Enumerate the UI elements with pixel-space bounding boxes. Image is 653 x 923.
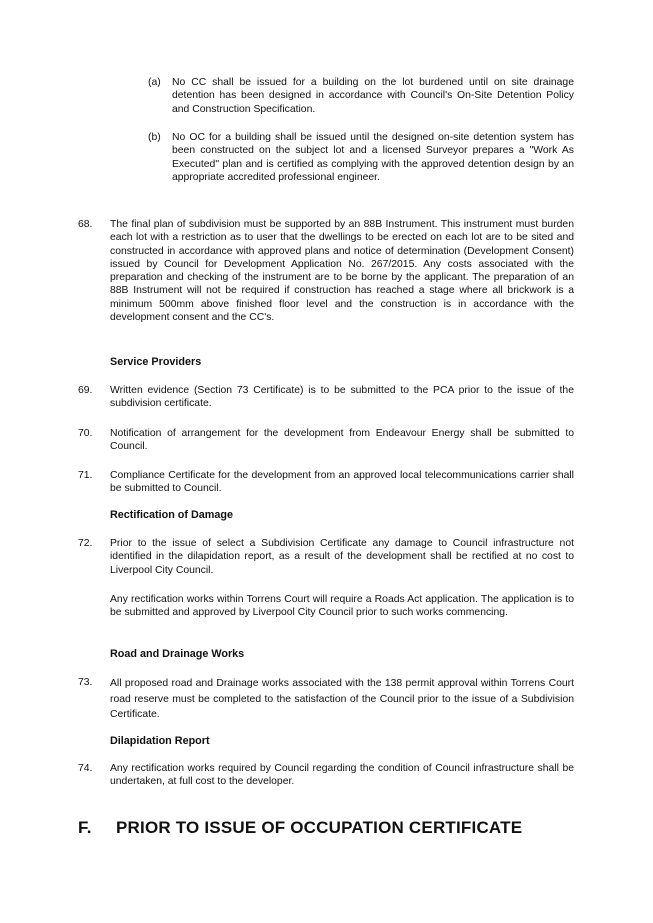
sub-item-label-a: (a) — [148, 77, 161, 88]
condition-number: 70. — [78, 428, 93, 439]
heading-rectification-of-damage: Rectification of Damage — [110, 509, 233, 521]
condition-72-continuation: Any rectification works within Torrens Court will require a Roads Act application. The application is to be submitted and approved by Liverpool City Council prior to such works commencing. — [110, 594, 574, 619]
condition-text: Compliance Certificate for the development from an approved local telecommunications carrier shall be submitted to Council. — [110, 470, 574, 495]
condition-number: 68. — [78, 219, 93, 230]
sub-item-text-a: No CC shall be issued for a building on the lot burdened until on site drainage detention has been designed in accordance with Council's On-Site Detention Policy and Construction Specification. — [172, 77, 574, 115]
condition-number: 72. — [78, 538, 93, 549]
condition-number: 74. — [78, 763, 93, 774]
condition-text: All proposed road and Drainage works associated with the 138 permit approval within Torrens Court road reserve must be completed to the satisfaction of the Council prior to the issue of a Subdivision Certificate. — [110, 678, 574, 720]
section-heading-f — [78, 818, 522, 838]
condition-text: Prior to the issue of select a Subdivision Certificate any damage to Council infrastructure not identified in the dilapidation report, as a result of the development shall be rectified at no cost to Liverpool City Council. — [110, 538, 574, 576]
sub-item-text-b: No OC for a building shall be issued until the designed on-site detention system has been constructed on the subject lot and a licensed Surveyor prepares a "Work As Executed" plan and is certified as complying with the approved detention design by an appropriate accredited professional engineer. — [172, 132, 574, 183]
heading-service-providers: Service Providers — [110, 356, 202, 368]
condition-number: 71. — [78, 470, 93, 481]
section-letter: F. — [78, 818, 92, 837]
condition-number: 69. — [78, 385, 93, 396]
heading-road-and-drainage-works: Road and Drainage Works — [110, 648, 245, 660]
section-title: PRIOR TO ISSUE OF OCCUPATION CERTIFICATE — [116, 818, 523, 837]
condition-text: The final plan of subdivision must be supported by an 88B Instrument. This instrument must burden each lot with a restriction as to user that the dwellings to be erected on each lot are to be sited and constructed in accordance with approved plans and notice of determination (Development Consent) issued by Council for Development Application No. 267/2015. Any costs associated with the preparation and checking of the instrument are to be borne by the applicant. The preparation of an 88B Instrument will not be required if construction has reached a stage where all brickwork is a minimum 500mm above finished floor level and the construction is in accordance with the development consent and the CC's. — [110, 219, 574, 324]
heading-dilapidation-report: Dilapidation Report — [110, 735, 210, 747]
condition-text: Written evidence (Section 73 Certificate) is to be submitted to the PCA prior to the issue of the subdivision certificate. — [110, 385, 574, 410]
sub-item-label-b: (b) — [148, 132, 161, 143]
condition-text: Any rectification works required by Council regarding the condition of Council infrastructure shall be undertaken, at full cost to the developer. — [110, 763, 574, 788]
condition-number: 73. — [78, 677, 93, 688]
condition-text: Notification of arrangement for the development from Endeavour Energy shall be submitted to Council. — [110, 428, 574, 453]
